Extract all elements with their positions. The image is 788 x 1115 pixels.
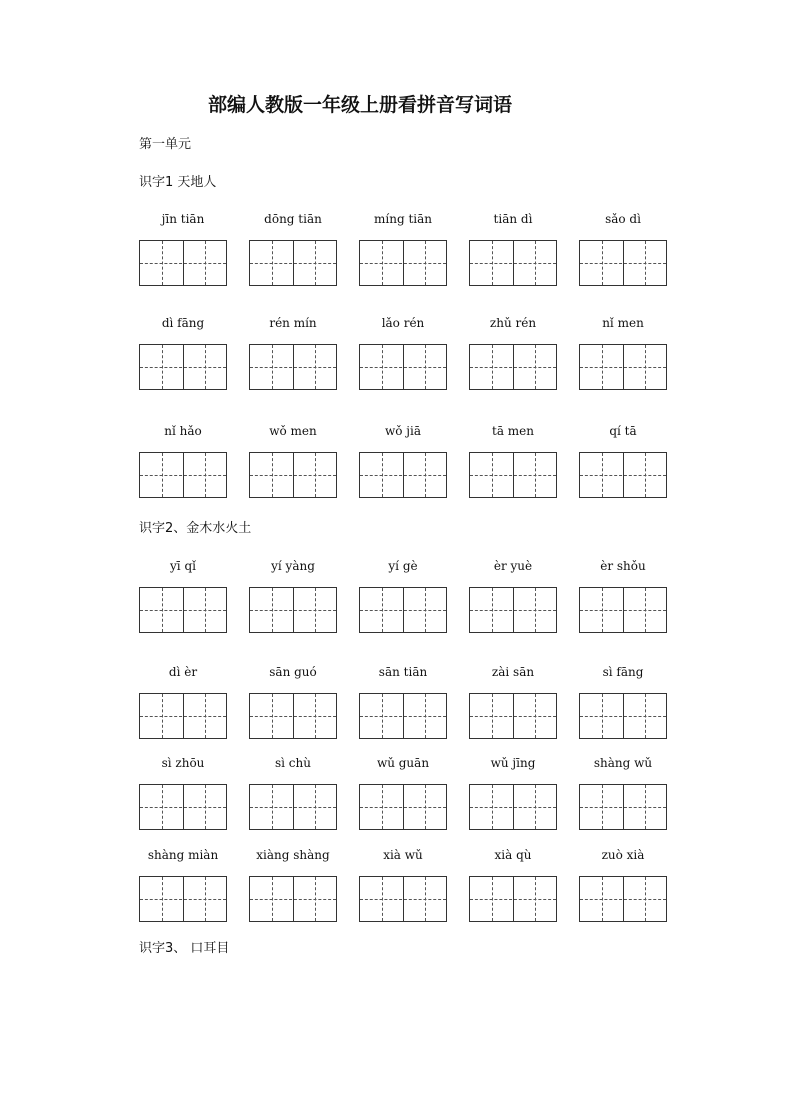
writing-grid[interactable] xyxy=(139,452,227,498)
writing-grid[interactable] xyxy=(469,452,557,498)
lesson-heading-1: 识字1 天地人 xyxy=(139,175,217,190)
pinyin-label: dì fāng xyxy=(161,316,205,330)
pinyin-label: sān guó xyxy=(269,665,317,679)
writing-grid[interactable] xyxy=(579,784,667,830)
writing-grid[interactable] xyxy=(359,784,447,830)
writing-grid[interactable] xyxy=(469,876,557,922)
lesson-heading-3: 识字3、 口耳目 xyxy=(139,941,230,956)
pinyin-label: sān tiān xyxy=(378,665,428,679)
pinyin-label: shàng miàn xyxy=(147,848,219,862)
pinyin-label: èr yuè xyxy=(493,559,533,573)
pinyin-label: zhǔ rén xyxy=(489,316,537,330)
writing-grid[interactable] xyxy=(579,344,667,390)
writing-grid[interactable] xyxy=(579,240,667,286)
writing-grid[interactable] xyxy=(139,876,227,922)
pinyin-label: èr shǒu xyxy=(600,559,646,573)
pinyin-label: yí yàng xyxy=(271,559,315,573)
writing-grid[interactable] xyxy=(249,876,337,922)
pinyin-label: míng tiān xyxy=(374,212,432,226)
unit-heading: 第一单元 xyxy=(139,137,192,152)
pinyin-label: wǔ guān xyxy=(376,756,430,770)
writing-grid[interactable] xyxy=(359,452,447,498)
writing-grid[interactable] xyxy=(469,240,557,286)
writing-grid[interactable] xyxy=(469,587,557,633)
pinyin-label: sì zhōu xyxy=(161,756,205,770)
writing-grid[interactable] xyxy=(249,452,337,498)
writing-grid[interactable] xyxy=(579,876,667,922)
writing-grid[interactable] xyxy=(249,587,337,633)
pinyin-label: wǒ men xyxy=(269,424,317,438)
writing-grid[interactable] xyxy=(139,784,227,830)
pinyin-label: shàng wǔ xyxy=(593,756,653,770)
pinyin-label: wǒ jiā xyxy=(384,424,422,438)
writing-grid[interactable] xyxy=(469,784,557,830)
writing-grid[interactable] xyxy=(359,344,447,390)
pinyin-label: jīn tiān xyxy=(161,212,205,226)
pinyin-label: qí tā xyxy=(609,424,637,438)
pinyin-label: sì fāng xyxy=(602,665,644,679)
pinyin-label: sǎo dì xyxy=(605,212,641,226)
writing-grid[interactable] xyxy=(359,587,447,633)
pinyin-label: yī qǐ xyxy=(170,559,196,573)
writing-grid[interactable] xyxy=(469,693,557,739)
writing-grid[interactable] xyxy=(359,693,447,739)
page-title: 部编人教版一年级上册看拼音写词语 xyxy=(207,94,512,116)
writing-grid[interactable] xyxy=(139,344,227,390)
writing-grid[interactable] xyxy=(139,587,227,633)
pinyin-label: sì chù xyxy=(275,756,311,770)
pinyin-label: rén mín xyxy=(269,316,317,330)
pinyin-label: wǔ jīng xyxy=(490,756,536,770)
pinyin-label: zài sān xyxy=(491,665,535,679)
pinyin-label: xià qù xyxy=(494,848,532,862)
pinyin-label: tā men xyxy=(492,424,534,438)
writing-grid[interactable] xyxy=(249,784,337,830)
writing-grid[interactable] xyxy=(249,240,337,286)
pinyin-label: xiàng shàng xyxy=(256,848,330,862)
pinyin-label: dì èr xyxy=(168,665,198,679)
pinyin-label: nǐ men xyxy=(602,316,644,330)
writing-grid[interactable] xyxy=(579,587,667,633)
pinyin-label: lǎo rén xyxy=(381,316,425,330)
writing-grid[interactable] xyxy=(469,344,557,390)
writing-grid[interactable] xyxy=(139,240,227,286)
writing-grid[interactable] xyxy=(579,452,667,498)
writing-grid[interactable] xyxy=(249,693,337,739)
pinyin-label: tiān dì xyxy=(493,212,533,226)
pinyin-label: nǐ hǎo xyxy=(164,424,202,438)
pinyin-label: yí gè xyxy=(388,559,418,573)
pinyin-label: dōng tiān xyxy=(264,212,322,226)
writing-grid[interactable] xyxy=(139,693,227,739)
writing-grid[interactable] xyxy=(249,344,337,390)
writing-grid[interactable] xyxy=(359,876,447,922)
pinyin-label: xià wǔ xyxy=(383,848,423,862)
writing-grid[interactable] xyxy=(579,693,667,739)
pinyin-label: zuò xià xyxy=(601,848,645,862)
lesson-heading-2: 识字2、金木水火土 xyxy=(139,521,252,536)
writing-grid[interactable] xyxy=(359,240,447,286)
